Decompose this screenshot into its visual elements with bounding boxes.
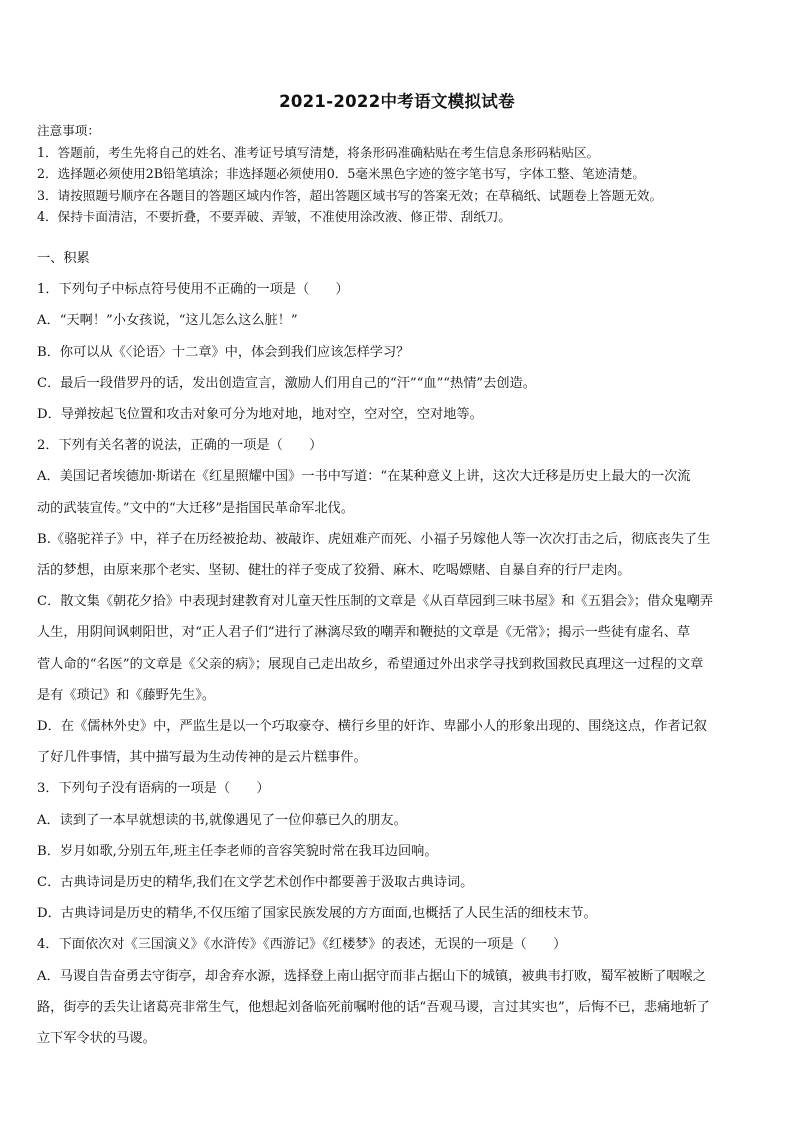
notice-item: 3．请按照题号顺序在各题目的答题区域内作答，超出答题区域书写的答案无效；在草稿纸、试题卷上答题无效。: [37, 187, 663, 203]
question-2-option-c-line: 是有《琐记》和《藤野先生》。: [37, 687, 216, 703]
question-3-stem: 3．下列句子没有语病的一项是（ ）: [37, 781, 270, 797]
question-2-stem: 2．下列有关名著的说法，正确的一项是（ ）: [37, 438, 323, 454]
notice-block: [37, 120, 767, 228]
notice-item: 2．选择题必须使用2B铅笔填涂；非选择题必须使用0．5毫米黑色字迹的签字笔书写，字体工整、笔迹清楚。: [37, 166, 646, 181]
page-title: 2021-2022中考语文模拟试卷: [279, 92, 515, 111]
question-2-option-a-line: 动的武装宣传。”文中的“大迁移”是指国民革命军北伐。: [37, 500, 354, 516]
question-4-stem: 4．下面依次对《三国演义》《水浒传》《西游记》《红楼梦》的表述，无误的一项是（ ）: [37, 937, 567, 953]
question-2-option-b-line: B.《骆驼祥子》中，祥子在历经被抢劫、被敲诈、虎妞难产而死、小福子另嫁他人等一次次打击之后，彻底丧失了生: [37, 531, 711, 547]
question-2-option-c-line: C．散文集《朝花夕拾》中表现封建教育对儿童天性压制的文章是《从百草园到三味书屋》和《五猖会》；借众鬼嘲弄: [37, 594, 714, 610]
question-3-option-a: A．读到了一本早就想读的书,就像遇见了一位仰慕已久的朋友。: [37, 812, 407, 828]
question-2-option-d-line: 了好几件事情，其中描写最为生动传神的是云片糕事件。: [37, 750, 367, 766]
question-3-option-d: D．古典诗词是历史的精华,不仅压缩了国家民族发展的方方面面,也概括了人民生活的细枝末节。: [37, 906, 597, 922]
notice-item: 1．答题前，考生先将自己的姓名、准考证号填写清楚，将条形码准确粘贴在考生信息条形码粘贴区。: [37, 144, 600, 160]
question-4-option-a-line: 立下军令状的马谡。: [37, 1031, 156, 1047]
question-2-option-a-line: A．美国记者埃德加·斯诺在《红星照耀中国》一书中写道：“在某种意义上讲，这次大迁移是历史上最大的一次流: [37, 469, 691, 485]
question-1-stem: 1．下列句子中标点符号使用不正确的一项是（ ）: [37, 282, 349, 298]
question-3-option-c: C．古典诗词是历史的精华,我们在文学艺术创作中都要善于汲取古典诗词。: [37, 875, 474, 891]
question-3-option-b: B．岁月如歌,分别五年,班主任李老师的音容笑貌时常在我耳边回响。: [37, 843, 438, 859]
section-heading: 一、积累: [37, 251, 90, 266]
question-2-option-c-line: 菅人命的“名医”的文章是《父亲的病》；展现自己走出故乡，希望通过外出求学寻找到救国救民真理这一过程的文章: [37, 656, 704, 672]
question-4-option-a-line: 路，街亭的丢失让诸葛亮非常生气，他想起刘备临死前嘱咐他的话“吾观马谡，言过其实也”，后悔不已，悲痛地斩了: [37, 999, 710, 1015]
question-1-option-d: D．导弹按起飞位置和攻击对象可分为地对地，地对空，空对空，空对地等。: [37, 407, 483, 423]
notice-item: 4．保持卡面清洁，不要折叠，不要弄破、弄皱，不准使用涂改液、修正带、刮纸刀。: [37, 209, 511, 224]
question-2-option-b-line: 活的梦想，由原来那个老实、坚韧、健壮的祥子变成了狡猾、麻木、吃喝嫖赌、自暴自弃的行尸走肉。: [37, 563, 631, 579]
question-4-option-a-line: A．马谡自告奋勇去守街亭，却舍弃水源，选择登上南山据守而非占据山下的城镇，被典韦打败，蜀军被断了咽喉之: [37, 968, 706, 984]
question-2-option-d-line: D．在《儒林外史》中，严监生是以一个巧取豪夺、横行乡里的奸诈、卑鄙小人的形象出现的、围绕这点，作者记叙: [37, 719, 707, 735]
question-1-option-c: C．最后一段借罗丹的话，发出创造宣言，激励人们用自己的“汗”“血”“热情”去创造。: [37, 375, 536, 391]
section-accumulation: [37, 243, 759, 1054]
notice-heading: 注意事项：: [37, 123, 100, 138]
question-1-option-a: A．“天啊！”小女孩说，“这儿怎么这么脏！”: [37, 313, 298, 329]
question-1-option-b: B．你可以从《〈论语〉十二章》中，体会到我们应该怎样学习？: [37, 344, 410, 360]
question-2-option-c-line: 人生，用阴间讽刺阳世，对“正人君子们”进行了淋漓尽致的嘲弄和鞭挞的文章是《无常》；揭示一些徒有虚名、草: [37, 625, 691, 641]
